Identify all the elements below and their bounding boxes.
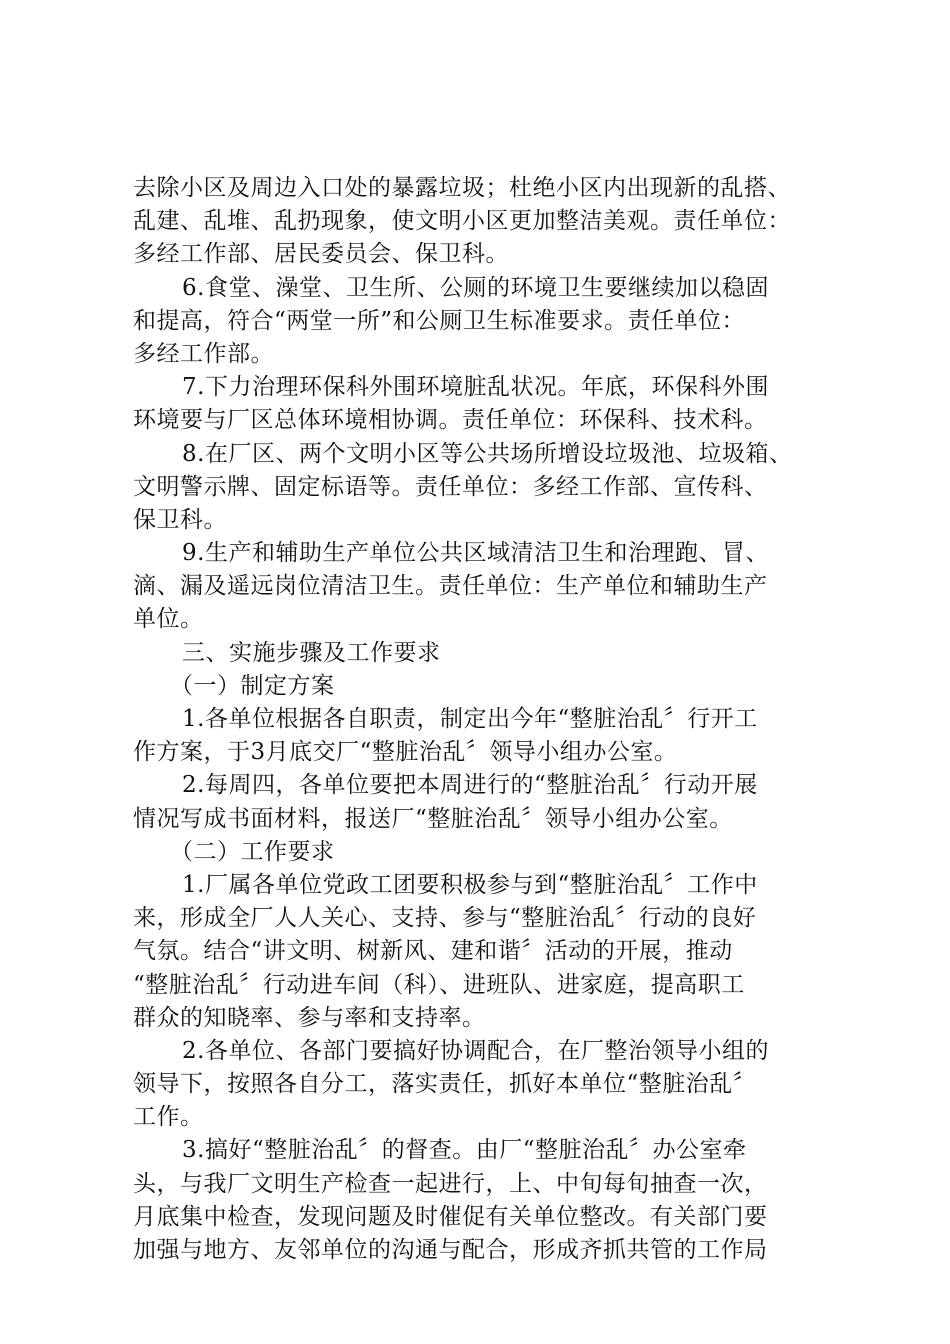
text-line: 2.每周四，各单位要把本周进行的“整脏治乱〞行动开展 [182,772,758,799]
text-line: 保卫科。 [133,506,227,533]
text-line: 群众的知晓率、参与率和支持率。 [133,1004,486,1031]
text-line: 和提高，符合“两堂一所”和公厕卫生标准要求。责任单位： [133,307,746,334]
text-line: 去除小区及周边入口处的暴露垃圾；杜绝小区内出现新的乱搭、 [133,175,791,201]
text-line: 加强与地方、友邻单位的沟通与配合，形成齐抓共管的工作局 [133,1237,768,1263]
text-line: 多经工作部。 [133,340,274,367]
text-line: 文明警示牌、固定标语等。责任单位：多经工作部、宣传科、 [133,473,768,500]
text-line: 月底集中检查，发现问题及时催促有关单位整改。有关部门要 [133,1203,768,1230]
text-line: 6.食堂、澡堂、卫生所、公厕的环境卫生要继续加以稳固 [182,274,769,301]
text-line: 1.各单位根据各自职责，制定出今年“整脏治乱〞行开工 [182,706,758,732]
document-body [133,172,823,1267]
text-line: “整脏治乱〞行动进车间（科）、进班队、进家庭，提高职工 [133,971,745,998]
text-line: 2.各单位、各部门要搞好协调配合，在厂整治领导小组的 [182,1037,769,1064]
text-line: 单位。 [133,606,204,633]
subsection-heading: （二）工作要求 [170,838,335,865]
section-heading: 三、实施步骤及工作要求 [182,639,441,666]
text-line: 滴、漏及遥远岗位清洁卫生。责任单位：生产单位和辅助生产 [133,573,768,600]
text-line: 3.搞好“整脏治乱〞的督查。由厂“整脏治乱〞办公室牵 [182,1137,747,1164]
text-line: 乱建、乱堆、乱扔现象，使文明小区更加整洁美观。责任单位： [133,208,791,235]
text-line: 工作。 [133,1104,204,1131]
text-line: 9.生产和辅助生产单位公共区域清洁卫生和治理跑、冒、 [182,540,769,567]
text-line: 来，形成全厂人人关心、支持、参与“整脏治乱〞行动的良好 [133,905,757,932]
text-line: 作方案，于3月底交厂“整脏治乱〞领导小组办公室。 [133,739,678,766]
text-line: 头，与我厂文明生产检查一起进行，上、中旬每旬抽查一次， [133,1170,768,1197]
text-line: 8.在厂区、两个文明小区等公共场所增设垃圾池、垃圾箱、 [182,440,793,467]
text-line: 情况写成书面材料，报送厂“整脏治乱〞领导小组办公室。 [133,805,733,832]
text-line: 领导下，按照各自分工，落实责任，抓好本单位“整脏治乱〞 [133,1071,757,1098]
text-line: 7.下力治理环保科外围环境脏乱状况。年底，环保科外围 [182,374,769,401]
text-line: 多经工作部、居民委员会、保卫科。 [133,241,509,268]
subsection-heading: （一）制定方案 [170,672,335,699]
text-line: 环境要与厂区总体环境相协调。责任单位：环保科、技术科。 [133,407,768,434]
text-line: 1.厂属各单位党政工团要积极参与到“整脏治乱〞工作中 [182,871,758,898]
text-line: 气氛。结合“讲文明、树新风、建和谐〞活动的开展，推动 [133,938,733,965]
